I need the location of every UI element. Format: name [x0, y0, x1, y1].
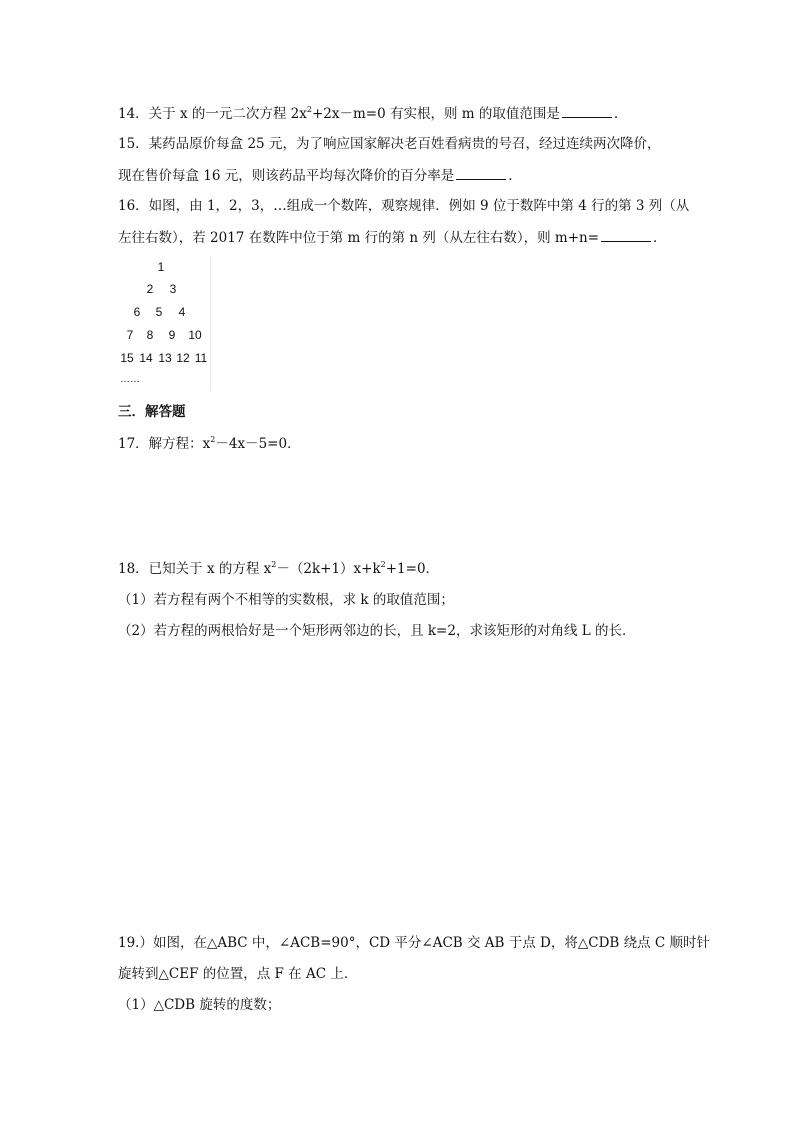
question-18: [118, 559, 439, 579]
q18-part-2-text: （2）若方程的两根恰好是一个矩形两邻边的长，且 k=2，求该矩形的对角线 L 的长．: [118, 623, 636, 639]
question-18-part-2: [118, 621, 636, 641]
array-row-5: [118, 351, 210, 367]
question-16-line-1: [118, 196, 689, 216]
array-cell: 2: [146, 282, 154, 296]
array-cell: 11: [194, 351, 208, 365]
array-cell: 13: [158, 351, 172, 365]
array-row-3: [118, 305, 210, 321]
q17-exponent: 2: [210, 435, 216, 444]
array-row-1: [118, 260, 210, 276]
question-17: [118, 434, 301, 454]
array-cell: 9: [168, 328, 176, 342]
question-15-line-2: [118, 165, 513, 186]
q17-text-pre: 17．解方程：x: [118, 436, 211, 452]
array-cell: 12: [176, 351, 190, 365]
question-19-part-1: [118, 995, 280, 1015]
q14-end: .: [613, 106, 619, 122]
array-cell: 4: [178, 305, 186, 319]
q16-answer-blank[interactable]: [601, 227, 651, 242]
q15-line-2-text: 现在售价每盒 16 元，则该药品平均每次降价的百分率是: [118, 168, 455, 184]
array-cell: 15: [120, 351, 134, 365]
array-cell: 14: [139, 351, 153, 365]
question-14: [118, 103, 618, 124]
array-cell: 10: [188, 328, 202, 342]
section-heading: [118, 402, 186, 422]
question-19-line-1: [118, 933, 710, 953]
array-cell: 1: [157, 260, 165, 274]
question-18-part-1: [118, 590, 454, 610]
q19-line-1-text: 19.）如图，在△ABC 中，∠ACB=90°，CD 平分∠ACB 交 AB 于点 D，将△CDB 绕点 C 顺时针: [118, 935, 711, 951]
q18-exponent-2: 2: [380, 560, 386, 569]
q16-end: ．: [653, 230, 667, 246]
q14-answer-blank[interactable]: [562, 103, 612, 118]
array-row-4: [118, 328, 210, 344]
q19-part-1-text: （1）△CDB 旋转的度数；: [118, 997, 281, 1013]
number-array-figure: [118, 256, 211, 391]
q19-line-2-text: 旋转到△CEF 的位置，点 F 在 AC 上．: [118, 966, 358, 982]
array-cell: 3: [169, 282, 177, 296]
q16-line-1-text: 16．如图，由 1，2，3，…组成一个数阵，观察规律．例如 9 位于数阵中第 4 行的第 3 列（从: [118, 198, 690, 214]
array-cell: 6: [133, 305, 141, 319]
q18-part-1-text: （1）若方程有两个不相等的实数根，求 k 的取值范围；: [118, 592, 454, 608]
q18-exponent-1: 2: [271, 560, 277, 569]
q18-text-post: +1=0．: [385, 561, 440, 577]
q16-line-2-text: 左往右数），若 2017 在数阵中位于第 m 行的第 n 列（从左往右数），则 m+n=: [118, 230, 600, 246]
q15-end: .: [508, 168, 513, 184]
q18-text-pre: 18．已知关于 x 的方程 x: [118, 561, 272, 577]
array-cell: 8: [146, 328, 154, 342]
q14-text-pre: 14．关于 x 的一元二次方程 2x: [118, 106, 307, 122]
q15-line-1-text: 15．某药品原价每盒 25 元，为了响应国家解决老百姓看病贵的号召，经过连续两次降价，: [118, 136, 661, 152]
array-ellipsis: ……: [120, 374, 140, 385]
q14-exponent: 2: [306, 105, 312, 114]
array-row-2: [118, 282, 210, 298]
question-15-line-1: [118, 134, 660, 154]
array-cell: 5: [155, 305, 163, 319]
q15-answer-blank[interactable]: [456, 165, 506, 180]
array-cell: 7: [126, 328, 134, 342]
question-19-line-2: [118, 964, 357, 984]
q14-text-post: +2x－m=0 有实根，则 m 的取值范围是: [311, 106, 560, 122]
question-16-line-2: [118, 227, 667, 248]
section-3-title: 三．解答题: [118, 404, 186, 420]
q17-text-post: －4x－5=0．: [215, 436, 301, 452]
q18-text-mid: －（2k+1）x+k: [276, 561, 381, 577]
